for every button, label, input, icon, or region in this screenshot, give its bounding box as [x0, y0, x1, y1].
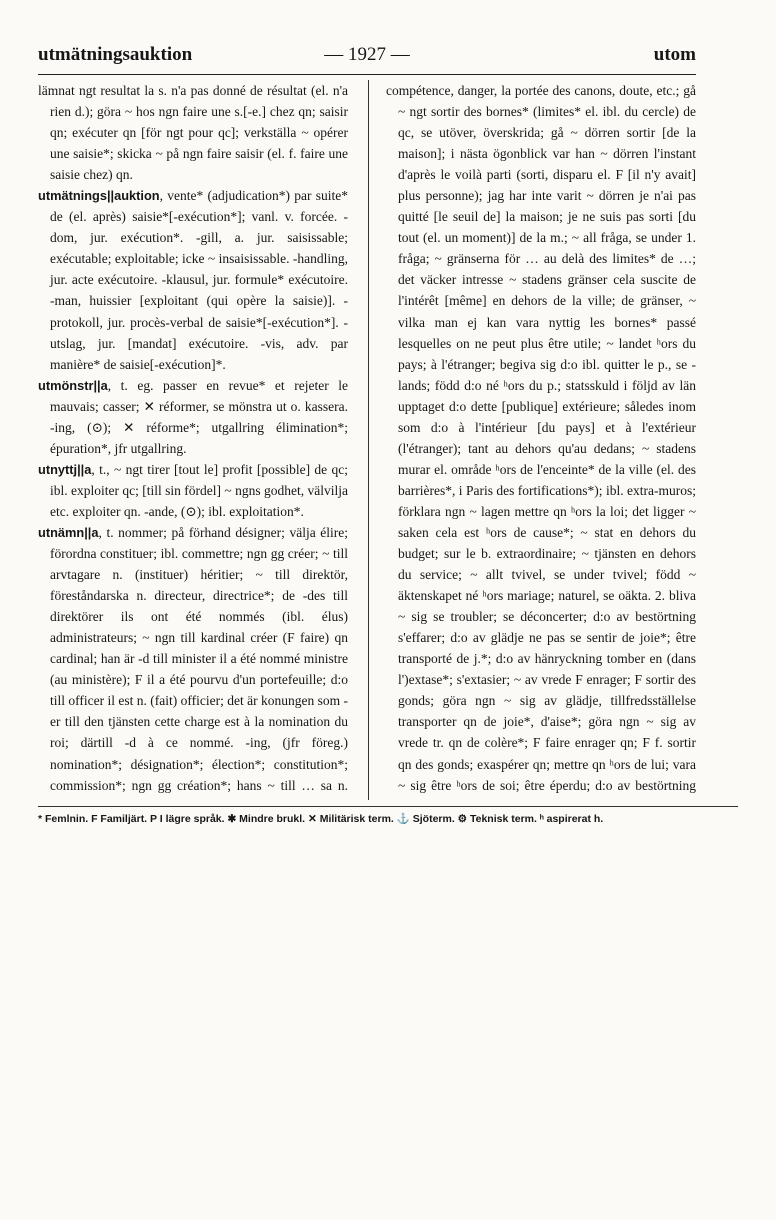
footer-rule — [38, 806, 738, 807]
dictionary-entry: utmätnings||auktion, vente* (adjudication*) par suite* de (el. après) saisie*[-exécution*]; vanl. v. forcée. -dom, jur. exécution*. -gill, a. jur. saisissable; exécutable; exploitable; icke ~ insaisissable. -handling, jur. acte exécutoire. -klausul, jur. formule* exécutoire. -man, huissier [exploitant (qui opère la saisie)]. -protokoll, jur. procès-verbal de saisie*[-exécution*]. -utslag, jur. [mandat] exécutoire. -vis, adv. par manière* de saisie[-exécution]*. — [38, 188, 348, 372]
headword: utnämn||a — [38, 524, 99, 540]
abbreviation-footnote: * Femlnin. F Familjärt. P I lägre språk. ✱ Mindre brukl. ✕ Militärisk term. ⚓ Sjöterm. ⚙ Teknisk term. ʰ aspirerat h. — [38, 813, 604, 825]
dictionary-entry: compétence, danger, la portée des canons, doute, etc.; gå ~ ngt sortir des bornes* (limites* el. ibl. du cercle) de qc, se utöver, överskrida; gå ~ dörren sortir [de la maison]; i nästa ögonblick var han ~ dörren l'instant d'après le voilà parti (sorti, disparu el. F [il n'y avait] plus personne); jag har inte varit ~ dörren je n'ai pas quitté [le seuil de] la maison; je ne suis pas sorti [du tout (el. un moment)] de la m.; ~ all fråga, se under 1. fråga; ~ gränserna för … au delà des limites* de …; det väcker intresse ~ stadens gränser cela suscite de l'intérêt [même] en dehors de la ville; de gränser, ~ vilka man ej kan vara nyttig les bornes* passé lesquelles on ne peut plus être utile; ~ landet ʰors du pays; à l'étranger; begiva sig d:o ibl. quitter le p., se -lands; född d:o né ʰors du p.; statsskuld i följd av län upptaget d:o dette [publique] extérieure; således inom som d:o à l'intérieur [du pays] et à l'extérieur (l'étranger); tant au dehors qu'au dedans; ~ stadens murar el. område ʰors de l'enceinte* de la ville (el. des barrières*, i Paris des fortifications*); ibl. extra-muros; förklara ngn ~ lagen mettre qn ʰors la loi; det ligger ~ saken cela est ʰors de cause*; ~ stat en dehors du budget; sur le b. extraordinaire; ~ tjänsten en dehors du service; ~ allt tvivel, se under tvivel; född ~ äktenskapet né ʰors mariage; naturel, se oäkta. 2. bliva ~ sig se troubler; se déconcerter; d:o av bestörtning s'effarer; d:o av glädje ne pas se sentir de joie*; être transporté de j.*; d:o av hänryckning tomber en (dans l')extase*; s'extasier; ~ av vrede F enrager; F sortir des gonds; göra ngn ~ sig av glädje, tillfredsställelse transporter qn de joie*, d'aise*; göra ngn ~ sig av vrede tr. qn de colère*; F faire enrager qn; F f. sortir qn des gonds; exaspérer qn; mettre qn ʰors de lui; vara ~ sig être ʰors de soi; être éperdu; d:o av bestörtning — [386, 83, 696, 793]
header-rule — [38, 74, 696, 75]
headword: utnyttj||a — [38, 461, 92, 477]
headword: utmätnings||auktion — [38, 188, 160, 204]
header-last-word: utom — [653, 44, 696, 65]
dictionary-entry: utnyttj||a, t., ~ ngt tirer [tout le] profit [possible] de qc; ibl. exploiter qc; [till sin fördel] ~ ngns godhet, välvilja etc. exploiter qn. -ande, (⊙); ibl. exploitation*. — [38, 461, 348, 519]
headword: utmönstr||a — [38, 377, 108, 393]
header-first-word: utmätningsauktion — [38, 44, 193, 65]
page-number: — 1927 — — [324, 44, 410, 65]
column-divider — [368, 80, 369, 800]
dictionary-entry: utmönstr||a, t. eg. passer en revue* et rejeter le mauvais; casser; ✕ réformer, se mönstra ut o. kassera. -ing, (⊙); ✕ réforme*; utgallring élimination*; épuration*, jfr utgallring. — [38, 377, 348, 456]
left-column — [38, 80, 348, 800]
right-column — [386, 80, 696, 800]
running-header — [38, 44, 696, 74]
dictionary-entry: lämnat ngt resultat la s. n'a pas donné de résultat (el. n'a rien d.); göra ~ hos ngn faire une s.[-e.] chez qn; saisir qn; exécuter qn [för ngt pour qc]; verkställa ~ opérer une saisie*; skicka ~ på ngn faire saisir (el. f. faire une saisie chez) qn. — [38, 83, 348, 183]
dictionary-entry: utnämn||a, t. nommer; på förhand désigner; välja élire; förordna constituer; ibl. commettre; ngn gg créer; ~ till arvtagare n. (instituer) héritier; ~ till direktör, föreståndarska n. directeur, directrice*; de -des till direktörer ils ont été nommés (ibl. élus) administrateurs; ~ ngn till kardinal créer (F faire) qn cardinal; han är -d till minister il a été nommé ministre (au ministère); F il a été pourvu d'un portefeuille; d:o till officer il est n. (fait) officier; det är konungen som -er till den tjänsten cette charge est à la nomination du roi; därtill -d à ce nommé. -ing, (jfr föreg.) nomination*; désignation*; élection*; constitution*; commission*; ngn gg création*; hans ~ till … sa n. — [38, 524, 348, 793]
